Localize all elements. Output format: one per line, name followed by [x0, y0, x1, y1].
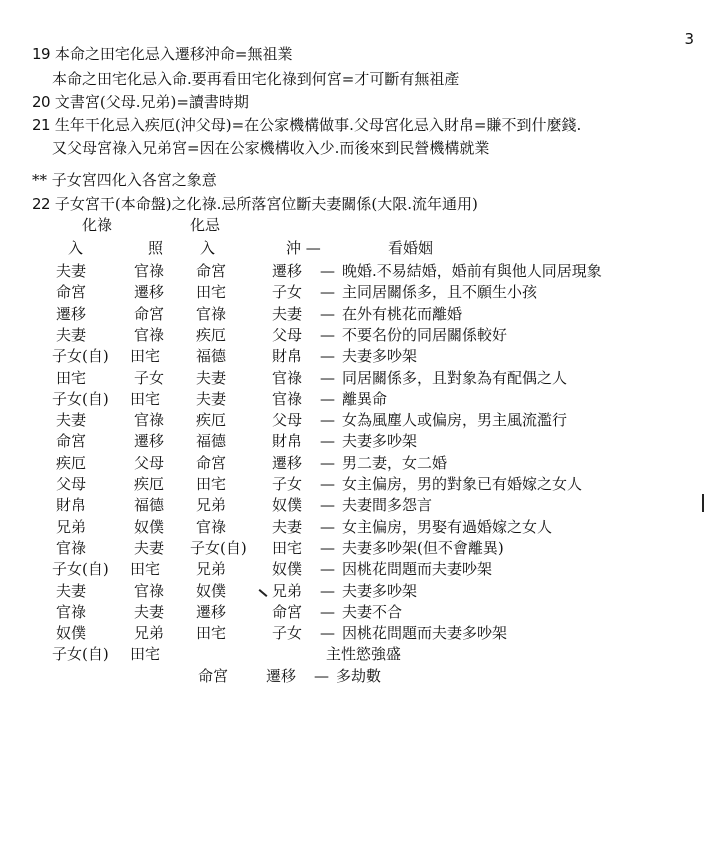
cell-huaji-chong: 父母 [272, 411, 303, 430]
note-number: 22 [32, 195, 51, 213]
cell-hualu-zhao: 官祿 [134, 411, 165, 430]
cell-meaning: 晚婚.不易結婚，婚前有與他人同居現象 [342, 262, 602, 280]
table-row [0, 390, 718, 410]
cell-hualu-ru: 遷移 [56, 304, 87, 323]
cell-dash: — [320, 347, 335, 366]
cell-huaji-ru: 夫妻 [196, 368, 227, 387]
scan-mark [702, 494, 704, 512]
cell-hualu-ru: 夫妻 [56, 581, 87, 600]
table-row [0, 262, 718, 282]
cell-hualu-zhao: 福德 [134, 496, 165, 515]
cell-hualu-zhao: 遷移 [134, 283, 165, 302]
cell-huaji-ru: 福德 [196, 347, 227, 366]
note-text: 本命之田宅化忌入遷移沖命=無祖業 [54, 45, 293, 63]
cell-huaji-ru: 兄弟 [196, 560, 227, 579]
table-row [0, 645, 718, 665]
note-text: 生年干化忌入疾厄(沖父母)=在公家機構做事.父母宮化忌入財帛=賺不到什麼錢. [54, 116, 582, 134]
cell-meaning: 女主偏房，男的對象已有婚嫁之女人 [342, 475, 583, 493]
cell-meaning: 夫妻不合 [342, 602, 403, 621]
cell-hualu-ru: 子女(自) [52, 645, 109, 664]
header-meaning: 看婚姻 [388, 239, 434, 257]
cell-meaning: 主同居關係多，且不願生小孩 [342, 283, 538, 302]
cell-hualu-zhao: 遷移 [134, 432, 165, 451]
cell-dash: — [320, 538, 335, 557]
page-number: 3 [684, 30, 694, 48]
table-row [0, 667, 718, 687]
table-row [0, 369, 718, 389]
table-row [0, 411, 718, 431]
cell-huaji-ru: 命宮 [196, 262, 227, 280]
cell-dash: — [320, 262, 335, 280]
cell-huaji-chong: 財帛 [272, 432, 303, 451]
cell-hualu-zhao: 官祿 [134, 581, 165, 600]
cell-dash: — [320, 432, 335, 451]
table-row [0, 560, 718, 580]
table-row [0, 539, 718, 559]
cell-huaji-chong: 兄弟 [272, 581, 303, 600]
table-row [0, 582, 718, 602]
cell-hualu-zhao: 命宮 [134, 304, 165, 323]
cell-meaning: 在外有桃花而離婚 [342, 304, 463, 323]
header-chong: 沖 — [286, 239, 321, 257]
note-text: 又父母宮祿入兄弟宮=因在公家機構收入少.而後來到民營機構就業 [52, 139, 490, 157]
cell-dash: — [320, 411, 335, 430]
cell-huaji-chong: 子女 [272, 475, 303, 493]
cell-meaning: 因桃花問題而夫妻多吵架 [342, 624, 508, 643]
cell-huaji-chong: 子女 [272, 624, 303, 643]
cell-huaji-chong: 奴僕 [272, 496, 303, 515]
cell-huaji-chong: 父母 [272, 325, 303, 344]
cell-hualu-zhao: 田宅 [130, 645, 161, 664]
cell-dash: — [320, 304, 335, 323]
table-row [0, 518, 718, 538]
cell-meaning: 離異命 [342, 389, 388, 408]
cell-dash: — [320, 517, 335, 536]
cell-hualu-ru: 夫妻 [56, 325, 87, 344]
header-ru-2: 入 [200, 239, 216, 257]
cell-hualu-zhao: 父母 [134, 453, 165, 472]
cell-meaning: 男二妻，女二婚 [342, 453, 448, 472]
cell-huaji-chong: 遷移 [272, 262, 303, 280]
note-21 [32, 116, 581, 134]
table-row [0, 475, 718, 495]
table-row [0, 496, 718, 516]
cell-dash: — [320, 496, 335, 515]
cell-hualu-ru: 命宮 [56, 432, 87, 451]
cell-dash: — [320, 624, 335, 643]
cell-hualu-ru: 奴僕 [56, 624, 87, 643]
header-huaji: 化忌 [190, 216, 221, 234]
cell-huaji-ru: 遷移 [196, 602, 227, 621]
cell-huaji-chong: 官祿 [272, 389, 303, 408]
cell-huaji-chong: 官祿 [272, 368, 303, 387]
cell-dash: — [320, 389, 335, 408]
cell-hualu-zhao: 兄弟 [134, 624, 165, 643]
cell-hualu-ru: 夫妻 [56, 411, 87, 430]
cell-hualu-zhao: 田宅 [130, 560, 161, 579]
note-number: 19 [32, 45, 51, 63]
cell-meaning: 夫妻間多怨言 [342, 496, 433, 515]
cell-huaji-ru: 夫妻 [196, 389, 227, 408]
cell-huaji-ru: 官祿 [196, 304, 227, 323]
table-row [0, 283, 718, 303]
table-row [0, 432, 718, 452]
cell-hualu-ru: 官祿 [56, 538, 87, 557]
cell-huaji-chong: 遷移 [272, 453, 303, 472]
cell-meaning: 主性慾強盛 [326, 645, 402, 664]
cell-meaning: 同居關係多，且對象為有配偶之人 [342, 368, 568, 387]
cell-huaji-ru: 命宮 [196, 453, 227, 472]
note-number: 21 [32, 116, 51, 134]
cell-huaji-ru: 子女(自) [190, 538, 247, 557]
table-row [0, 603, 718, 623]
section-title: ** 子女宮四化入各宮之象意 [32, 171, 217, 189]
cell-dash: — [320, 283, 335, 302]
note-text: 本命之田宅化忌入命.要再看田宅化祿到何宮=才可斷有無祖產 [52, 70, 460, 88]
cell-dash: — [320, 602, 335, 621]
cell-huaji-chong: 命宮 [272, 602, 303, 621]
cell-huaji-ru: 疾厄 [196, 411, 227, 430]
table-row [0, 624, 718, 644]
cell-hualu-zhao: 子女 [134, 368, 165, 387]
cell-huaji-ru: 田宅 [196, 475, 227, 493]
cell-huaji-ru: 田宅 [196, 624, 227, 643]
table-row [0, 305, 718, 325]
cell-hualu-ru: 命宮 [56, 283, 87, 302]
cell-huaji-chong: 夫妻 [272, 304, 303, 323]
note-text: 子女宮干(本命盤)之化祿.忌所落宮位斷夫妻關係(大限.流年通用) [54, 195, 478, 213]
note-21-continued [52, 139, 489, 157]
cell-huaji-ru: 奴僕 [196, 581, 227, 600]
cell-dash: — [314, 666, 329, 685]
cell-hualu-ru: 官祿 [56, 602, 87, 621]
cell-huaji-chong: 子女 [272, 283, 303, 302]
cell-dash: — [320, 560, 335, 579]
note-number: 20 [32, 93, 51, 111]
cell-hualu-ru: 子女(自) [52, 389, 109, 408]
note-20 [32, 93, 249, 111]
cell-hualu-ru: 財帛 [56, 496, 87, 515]
cell-hualu-zhao: 官祿 [134, 262, 165, 280]
note-19 [32, 45, 292, 63]
cell-hualu-ru: 田宅 [56, 368, 87, 387]
cell-dash: — [320, 581, 335, 600]
cell-dash: — [320, 475, 335, 493]
note-19-continued [52, 70, 459, 88]
cell-meaning: 夫妻多吵架 [342, 581, 418, 600]
cell-hualu-ru: 子女(自) [52, 347, 109, 366]
cell-hualu-zhao: 田宅 [130, 389, 161, 408]
cell-meaning: 夫妻多吵架 [342, 347, 418, 366]
cell-huaji-chong: 遷移 [266, 666, 297, 685]
cell-meaning: 夫妻多吵架 [342, 432, 418, 451]
cell-hualu-zhao: 田宅 [130, 347, 161, 366]
note-22 [32, 195, 478, 213]
cell-dash: — [320, 368, 335, 387]
cell-huaji-ru: 田宅 [196, 283, 227, 302]
cell-meaning: 不要名份的同居關係較好 [342, 325, 508, 344]
cell-huaji-ru: 福德 [196, 432, 227, 451]
header-ru-1: 入 [68, 239, 84, 257]
header-zhao: 照 [148, 239, 164, 257]
note-text: 文書宮(父母.兄弟)=讀書時期 [54, 93, 249, 111]
cell-hualu-ru: 夫妻 [56, 262, 87, 280]
cell-hualu-ru: 父母 [56, 475, 87, 493]
cell-meaning: 多劫數 [336, 666, 382, 685]
header-hualu: 化祿 [82, 216, 113, 234]
table-row [0, 347, 718, 367]
cell-hualu-ru: 疾厄 [56, 453, 87, 472]
cell-huaji-chong: 田宅 [272, 538, 303, 557]
cell-hualu-zhao: 官祿 [134, 325, 165, 344]
cell-meaning: 女為風塵人或偏房，男主風流濫行 [342, 411, 568, 430]
cell-meaning: 女主偏房，男娶有過婚嫁之女人 [342, 517, 553, 536]
cell-huaji-ru: 兄弟 [196, 496, 227, 515]
cell-meaning: 夫妻多吵架(但不會離異) [342, 538, 504, 557]
cell-meaning: 因桃花問題而夫妻吵架 [342, 560, 493, 579]
table-row [0, 454, 718, 474]
cell-hualu-zhao: 疾厄 [134, 475, 165, 493]
cell-hualu-ru: 兄弟 [56, 517, 87, 536]
cell-hualu-zhao: 奴僕 [134, 517, 165, 536]
cell-huaji-chong: 奴僕 [272, 560, 303, 579]
cell-huaji-ru: 命宮 [198, 666, 229, 685]
cell-dash: — [320, 325, 335, 344]
cell-huaji-chong: 財帛 [272, 347, 303, 366]
cell-dash: — [320, 453, 335, 472]
cell-huaji-ru: 官祿 [196, 517, 227, 536]
cell-huaji-ru: 疾厄 [196, 325, 227, 344]
cell-hualu-ru: 子女(自) [52, 560, 109, 579]
cell-hualu-zhao: 夫妻 [134, 602, 165, 621]
cell-hualu-zhao: 夫妻 [134, 538, 165, 557]
cell-huaji-chong: 夫妻 [272, 517, 303, 536]
table-row [0, 326, 718, 346]
